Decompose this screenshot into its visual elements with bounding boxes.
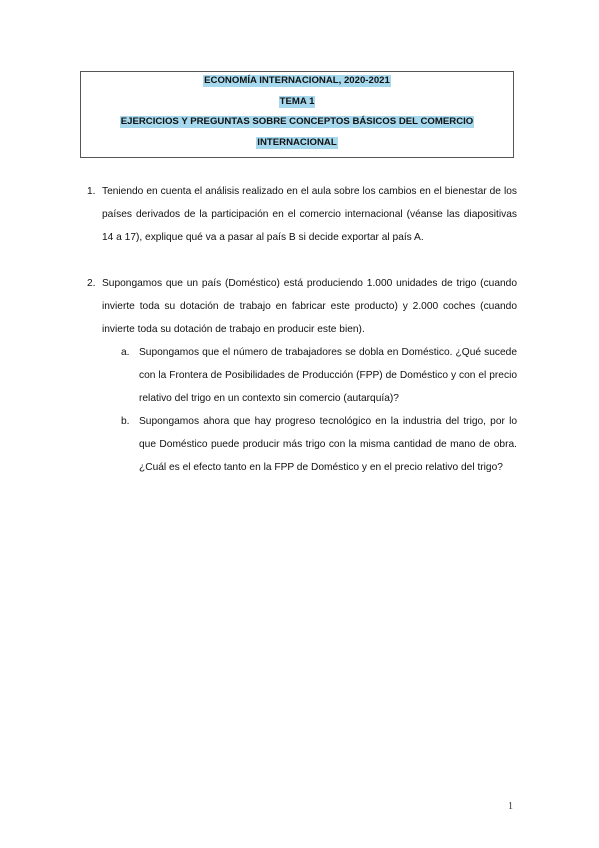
question-number: 2.: [87, 278, 96, 289]
header-box: [80, 71, 514, 158]
sub-question-text: Supongamos que el número de trabajadores se dobla en Doméstico. ¿Qué sucede con la Frontera de Posibilidades de Producción (FPP) de Doméstico y con el precio relativo del trigo en un contexto sin comercio (autarquía)?: [139, 347, 517, 404]
sub-question-text: Supongamos ahora que hay progreso tecnológico en la industria del trigo, por lo que Doméstico puede producir más trigo con la misma cantidad de mano de obra. ¿Cuál es el efecto tanto en la FPP de Doméstico y en el precio relativo del trigo?: [139, 416, 517, 473]
question-item: [87, 272, 517, 341]
subtitle-line-2: INTERNACIONAL: [257, 136, 337, 148]
sub-question-letter: a.: [121, 347, 130, 358]
course-title: ECONOMÍA INTERNACIONAL, 2020-2021: [204, 75, 390, 86]
question-text: Supongamos que un país (Doméstico) está produciendo 1.000 unidades de trigo (cuando invierte toda su dotación de trabajo en fabricar este producto) y 2.000 coches (cuando invierte toda su dotación de trabajo en producir este bien).: [102, 278, 517, 335]
sub-question-item: [87, 341, 517, 410]
sub-question-item: [87, 410, 517, 479]
page-number: 1: [508, 801, 513, 812]
question-text: Teniendo en cuenta el análisis realizado en el aula sobre los cambios en el bienestar de los países derivados de la participación en el comercio internacional (véanse las diapositivas 14 a 17), explique qué va a pasar al país B si decide exportar al país A.: [102, 186, 517, 243]
question-number: 1.: [87, 186, 96, 197]
subtitle-line-1: EJERCICIOS Y PREGUNTAS SOBRE CONCEPTOS BÁSICOS DEL COMERCIO: [120, 116, 474, 127]
question-item: [87, 180, 517, 249]
question-list: [87, 180, 517, 479]
topic-title: TEMA 1: [279, 95, 315, 107]
sub-question-letter: b.: [121, 416, 130, 427]
